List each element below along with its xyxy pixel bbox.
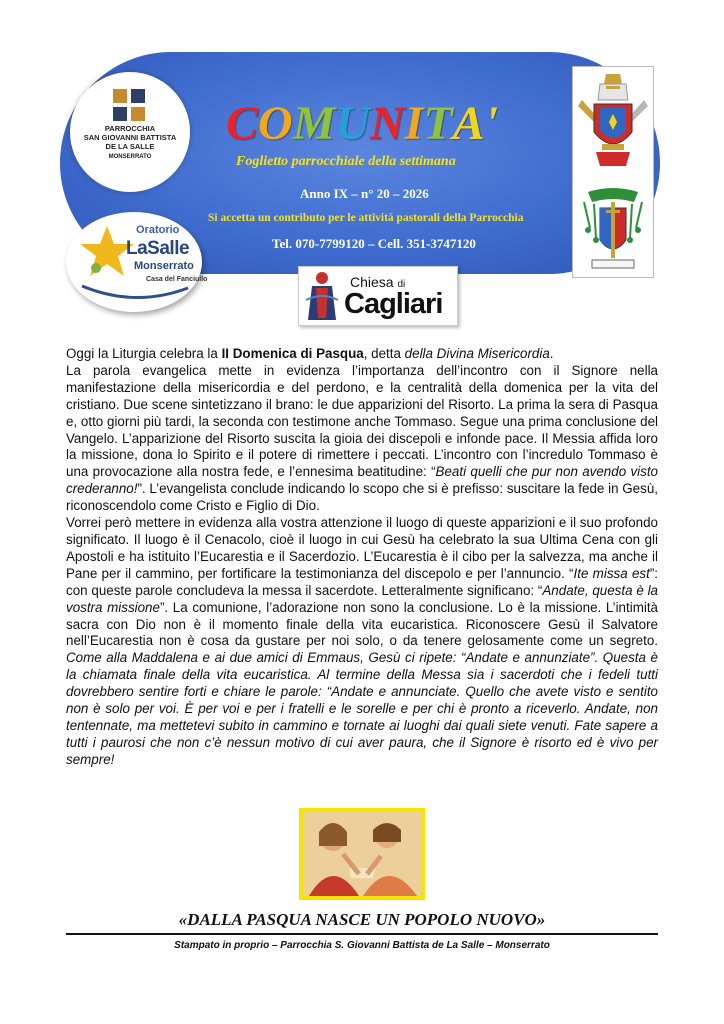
- text-run: Oggi la Liturgia celebra la: [66, 346, 222, 361]
- title-letter: O: [258, 97, 293, 150]
- parish-line-2: SAN GIOVANNI BATTISTA: [83, 133, 177, 142]
- text-run: La parola evangelica mette in evidenza l’importanza dell’incontro con il Signore nella manifestazione della misericordia e del perdono, e la centralità della domenica per la vita del cristiano. Due scene sintetizzano il brano: le due apparizioni del Risorto. La prima la sera di Pasqua e, otto giorni più tardi, la seconda con testimone anche Tommaso. Segue una prima conclusione del Vangelo. L’apparizione del Risorto suscita la gioia dei discepoli e infonde pace. Il Messia affida loro la missione, dona lo Spirito e il potere di rimettere i peccati. L’incontro con l’incredulo Tommaso è una provocazione alla nostra fede, e l’ennesima beatitudine: “: [66, 362, 658, 480]
- text-run: ”. La comunione, l’adorazione non sono la conclusione. Lo è la missione. L’intimità sacra con Dio non è il momento finale della vita eucaristica. Riconoscere Gesù il Salvatore nell’Eucarestia non è cosa da gustare per noi solo, o da tenere gelosamente come un segreto.: [66, 599, 658, 649]
- swoosh-icon: [80, 282, 190, 304]
- article-paragraph-1: [66, 346, 658, 363]
- oratorio-word: Oratorio: [136, 224, 180, 236]
- chiesa-name: Cagliari: [344, 288, 443, 320]
- text-run: Vorrei però mettere in evidenza alla vostra attenzione il luogo di queste apparizioni e il suo profondo significato. Il luogo è il Cenacolo, cioè il luogo in cui Gesù ha celebrato la sua Ultima Cena con gli Apostoli e ha istituito l’Eucarestia e il Sacerdozio. L’Eucarestia è il cibo per la salvezza, ma anche il Pane per il cammino, per fortificare la testimonianza del discepolo e per l’annuncio. “: [66, 515, 658, 581]
- chiesa-di-word: di: [397, 279, 406, 290]
- parish-cross-icon: [111, 87, 147, 123]
- title-letter: U: [335, 97, 371, 150]
- article-paragraph-3: [66, 515, 658, 769]
- newsletter-subtitle: Foglietto parrocchiale della settimana: [236, 154, 456, 169]
- slogan: «DALLA PASQUA NASCE UN POPOLO NUOVO»: [178, 910, 546, 929]
- printed-by-note: Stampato in proprio – Parrocchia S. Giovanni Battista de La Salle – Monserrato: [174, 940, 550, 951]
- chiesa-word: Chiesa: [350, 274, 394, 290]
- article-body: [66, 346, 658, 769]
- title-letter: T: [423, 97, 453, 150]
- parish-line-4: MONSERRATO: [108, 154, 152, 160]
- text-run: , detta: [363, 346, 405, 361]
- title-letter: N: [370, 97, 405, 150]
- parish-line-1: PARROCCHIA: [104, 124, 156, 133]
- text-run: ”. L’evangelista conclude indicando lo scopo che si è prefisso: suscitare la fede in Gesù, riconoscendolo come Cristo e Figlio di Dio.: [66, 481, 658, 514]
- illustration-icon: [303, 812, 421, 896]
- oratorio-tagline: Casa del Fanciullo: [146, 276, 208, 283]
- title-letter: C: [226, 97, 259, 150]
- text-run: .: [549, 346, 554, 361]
- oratorio-name: LaSalle: [126, 238, 190, 259]
- phone-numbers: Tel. 070-7799120 – Cell. 351-3747120: [272, 236, 476, 251]
- saint-figure-icon: [304, 270, 340, 322]
- emmaus-illustration: [299, 808, 425, 900]
- contribution-note: Si accetta un contributo per le attività pastorali della Parrocchia: [208, 212, 524, 224]
- issue-number: Anno IX – n° 20 – 2026: [300, 186, 429, 201]
- title-letter: M: [292, 97, 336, 150]
- bishop-crest-icon: [580, 188, 646, 274]
- article-paragraph-2: [66, 363, 658, 515]
- closing-italic: Come alla Maddalena e ai due amici di Emmaus, Gesù ci ripete: “Andate e annunziate”. Questa è la chiamata finale della vita eucaristica. Al termine della Messa sia i sacerdoti che i fedeli tutti dovrebbero sentire forti e chiare le parole: “Andate e annunciate. Quello che avete visto e sentito non è solo per voi. È per voi e per i fratelli e le sorelle e per chi è pronto a riceverlo. Andate, non tentennate, ma mettetevi subito in cammino e tornate ai luoghi dai quali siete venuti. Fate sapere a tutti i paurosi che non c’è nessun motivo di cui aver paura, che il Signore è risorto ed è vivo per sempre!: [66, 650, 658, 767]
- parish-line-3: DE LA SALLE: [105, 142, 155, 151]
- title-letter: A: [452, 97, 485, 150]
- text-run: ”: con queste parole concludeva la messa il sacerdote. Letteralmente significano: “: [66, 565, 658, 598]
- papal-crest-icon: [576, 70, 650, 170]
- latin-quote: Ite missa est: [573, 565, 650, 581]
- beatitude-quote: Beati quelli che pur non avendo visto crederanno!: [66, 464, 658, 497]
- footer-divider: [66, 933, 658, 935]
- oratorio-place: Monserrato: [134, 260, 194, 272]
- feast-name: II Domenica di Pasqua: [221, 346, 364, 361]
- newsletter-title: [226, 98, 586, 150]
- parish-logo-text: [72, 124, 188, 162]
- feast-subtitle: della Divina Misericordia: [404, 346, 550, 361]
- mission-quote: Andate, questa è la vostra missione: [66, 582, 658, 615]
- title-letter: I: [404, 97, 424, 150]
- title-letter: ': [484, 97, 499, 150]
